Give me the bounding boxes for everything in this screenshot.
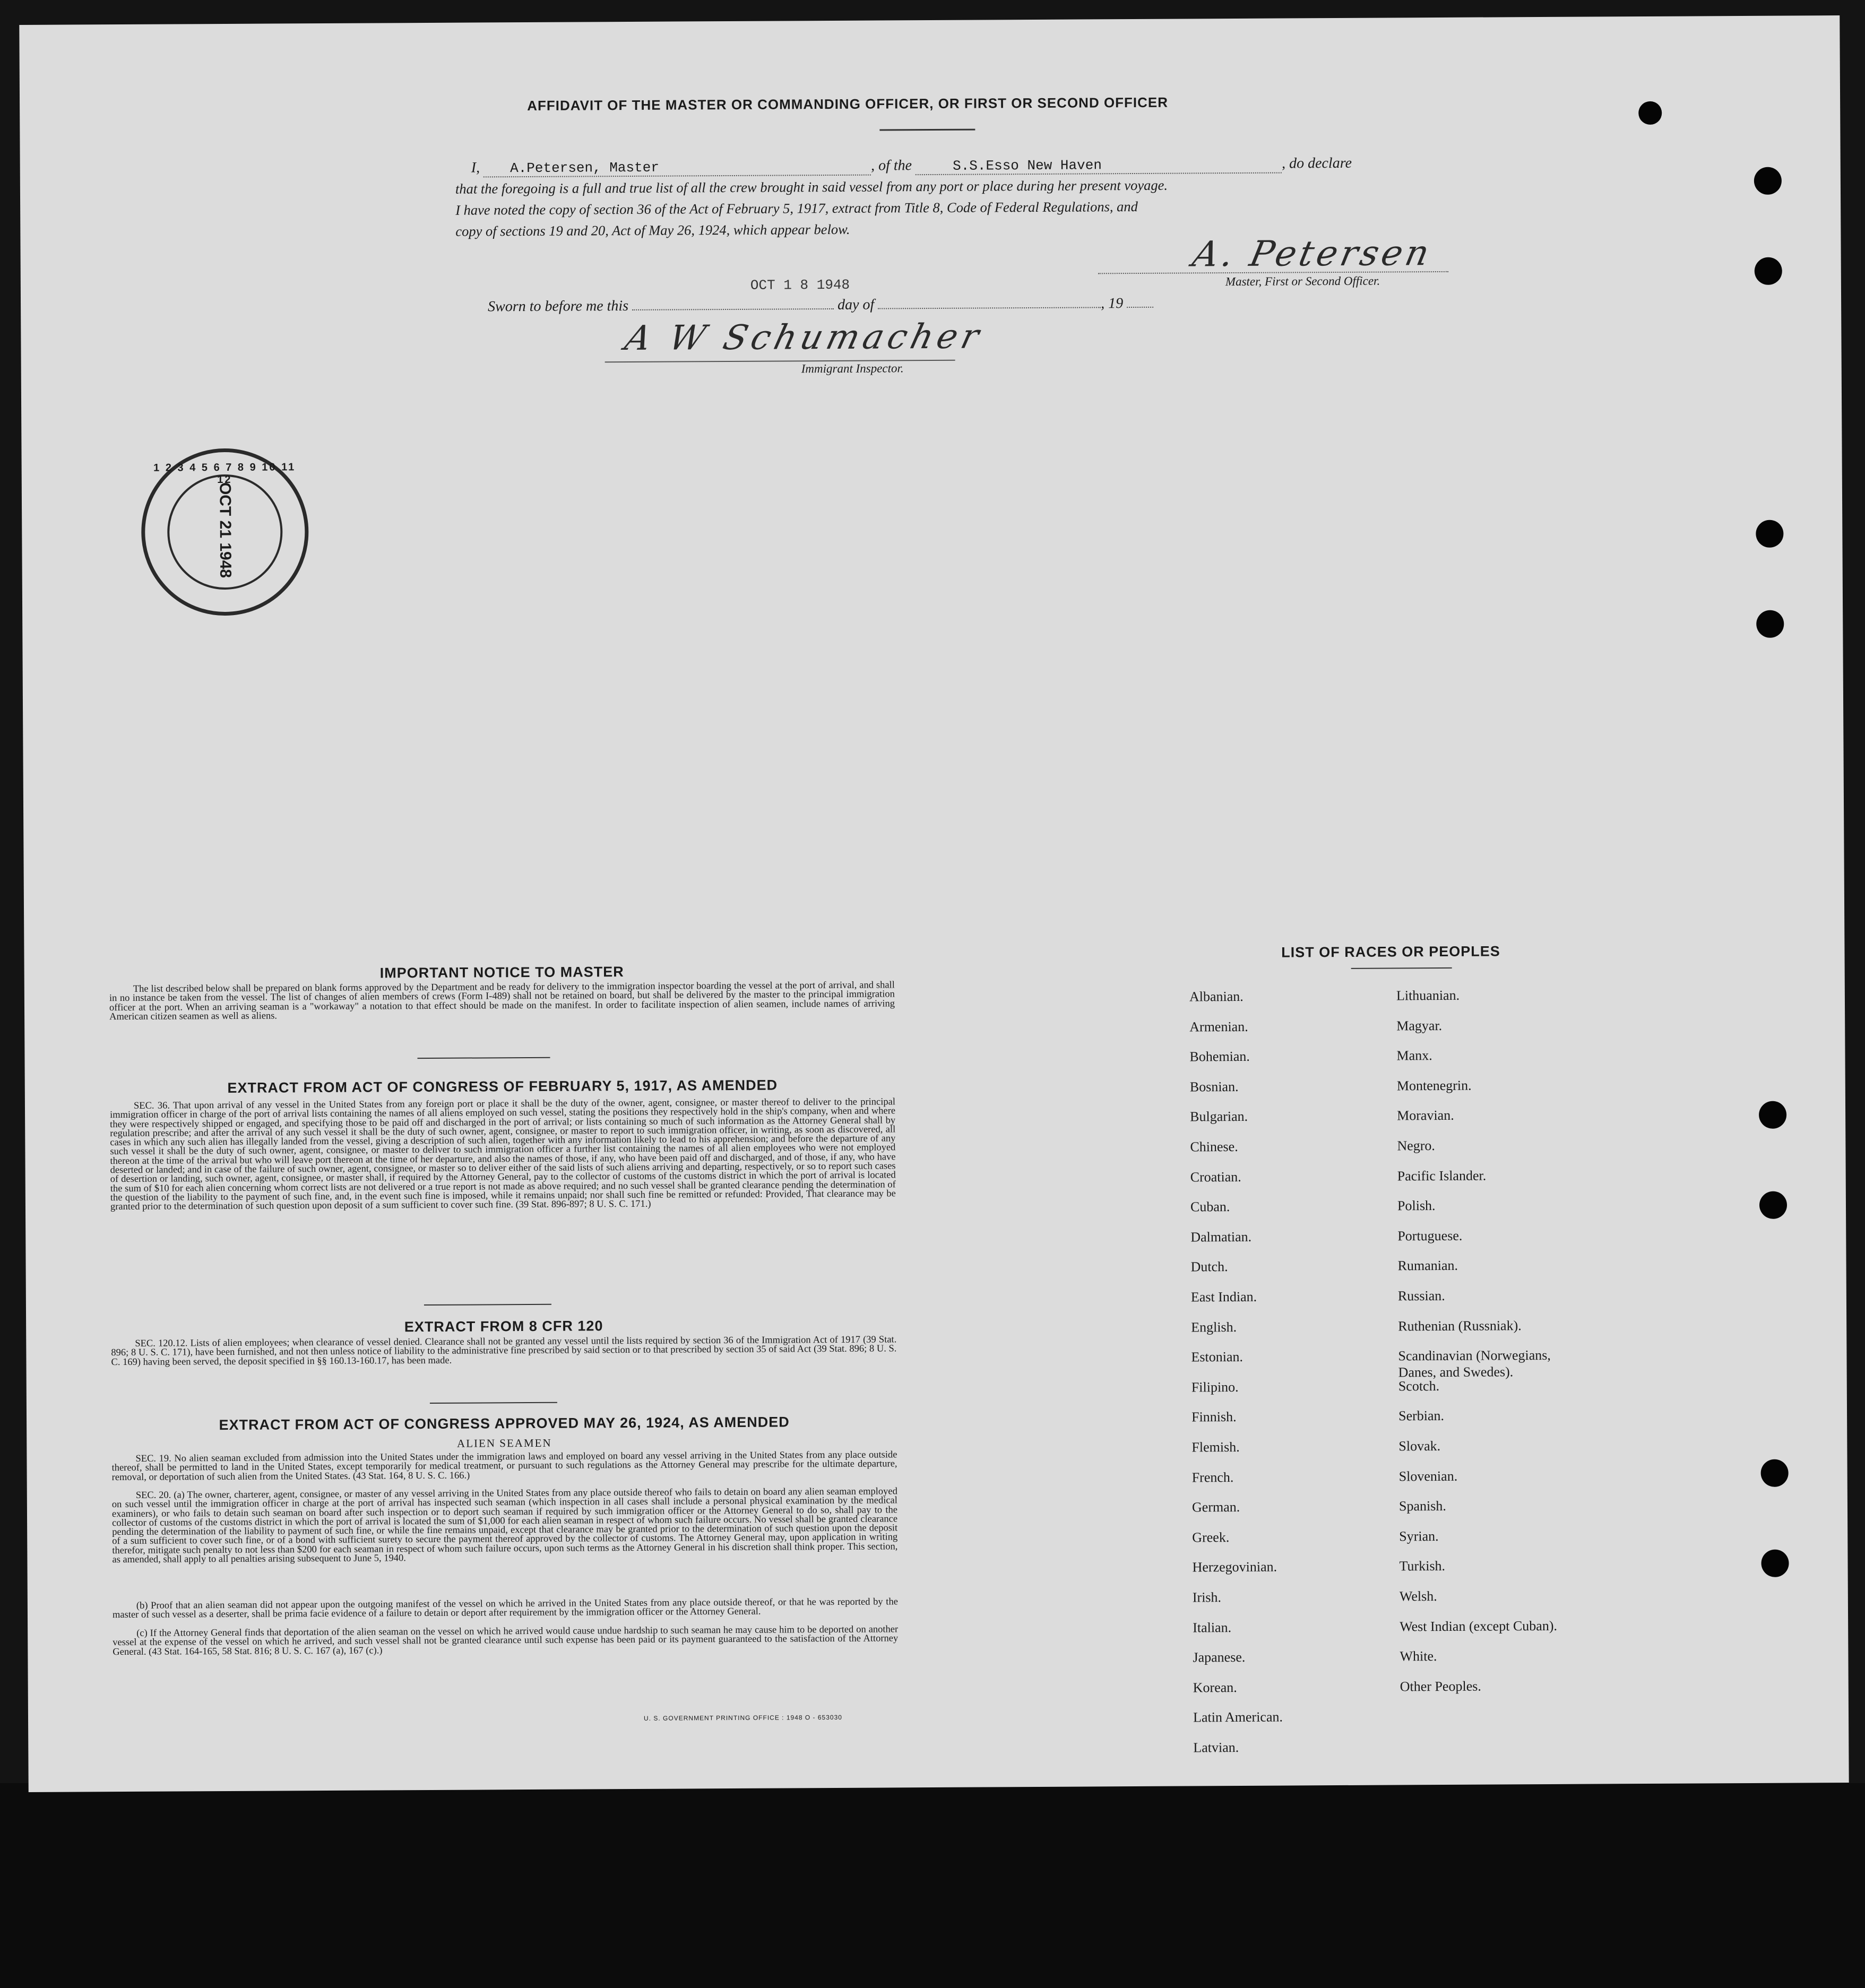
vessel-name-field (916, 155, 1282, 176)
extract-1924-sec20a: SEC. 20. (a) The owner, charterer, agent, consignee, or master of any vessel arriving in the United States from any place outside thereof who fails to detain on board any alien seaman employed on such vessel until the immigration officer in charge at the port of arrival has inspected such seaman (which inspection in all cases shall include a personal physical examination by the medical examiners), or who fails to detain such seaman on board after such inspection or to deport such seaman if required by such immigration officer or the Attorney General to do so, shall pay to the collector of customs of the customs district in which the port of arrival is located the sum of $1,000 for each alien seaman in respect of whom such failure occurs. No vessel shall be granted clearance pending the determination of the liability to payment of such fine, or while the fine remains unpaid, except that clearance may be granted prior to the determination of such question upon the deposit of a sum sufficient to cover such fine, or of a bond with sufficient surety to secure the payment thereof approved by the collector of customs. The Attorney General may, upon application in writing therefor, mitigate such penalty to not less than $200 for each seaman in respect of whom such failure occurs, upon such terms as the Attorney General in his discretion shall think proper. This section, as amended, shall apply to all penalties arising subsequent to June 5, 1940. (111, 1486, 898, 1566)
race-item: Croatian. (1190, 1169, 1241, 1185)
printer-imprint: U. S. GOVERNMENT PRINTING OFFICE : 1948 O - 653030 (643, 1713, 842, 1722)
vessel-name: S.S.Esso New Haven (952, 157, 1102, 174)
sworn-year-field (1127, 307, 1153, 308)
race-item: Other Peoples. (1400, 1678, 1481, 1695)
race-item: Dalmatian. (1190, 1229, 1252, 1245)
races-title: LIST OF RACES OR PEOPLES (1281, 943, 1500, 961)
race-item: Montenegrin. (1396, 1077, 1472, 1094)
declaration-line-0 (471, 154, 1458, 178)
race-item: Italian. (1193, 1619, 1232, 1636)
officer-signature: A. Petersen (1189, 232, 1436, 275)
extract-1917-divider (424, 1304, 551, 1306)
title-divider (879, 129, 975, 131)
race-item: English. (1191, 1319, 1237, 1335)
extract-1924-title: EXTRACT FROM ACT OF CONGRESS APPROVED MAY 26, 1924, AS AMENDED (219, 1414, 790, 1433)
race-item: Pacific Islander. (1397, 1168, 1487, 1184)
officer-caption: Master, First or Second Officer. (1225, 274, 1380, 289)
punch-hole (1756, 520, 1783, 548)
race-item: Japanese. (1193, 1649, 1246, 1665)
extract-1924-sec20b: (b) Proof that an alien seaman did not appear upon the outgoing manifest of the vessel on which he arrived in the United States from any place outside thereof, or that he was reported by the master of such vessel as a deserter, shall be prima facie evidence of a failure to detain or deport after requirement by the immigration officer or the Attorney General. (112, 1596, 898, 1621)
race-item: Finnish. (1191, 1409, 1237, 1425)
race-item: Albanian. (1189, 988, 1244, 1005)
race-item: Slovenian. (1398, 1468, 1458, 1484)
inspector-caption: Immigrant Inspector. (801, 361, 904, 376)
document-page (19, 15, 1849, 1792)
race-item: Syrian. (1399, 1528, 1439, 1544)
race-item: Spanish. (1398, 1498, 1446, 1514)
notice-divider (418, 1057, 550, 1059)
year-prefix: , 19 (1101, 295, 1124, 312)
sworn-prefix: Sworn to before me this (488, 298, 629, 315)
race-item: Cuban. (1190, 1199, 1230, 1215)
race-item: Danes, and Swedes). (1398, 1364, 1514, 1380)
race-item: Polish. (1397, 1198, 1436, 1214)
race-item: Rumanian. (1397, 1258, 1458, 1274)
scanner-background (0, 1783, 1865, 1988)
punch-hole (1759, 1191, 1787, 1219)
notice-title: IMPORTANT NOTICE TO MASTER (379, 964, 624, 981)
extract-1917-title: EXTRACT FROM ACT OF CONGRESS OF FEBRUARY 5, 1917, AS AMENDED (227, 1077, 778, 1096)
sworn-month-field (878, 307, 1101, 309)
races-right-column (19, 15, 1840, 25)
race-item: Scotch. (1398, 1378, 1440, 1394)
race-item: Ruthenian (Russniak). (1398, 1317, 1522, 1334)
race-item: Latin American. (1193, 1709, 1283, 1725)
round-date-stamp (141, 448, 309, 616)
extract-1917-body: SEC. 36. That upon arrival of any vessel in the United States from any foreign port or place it shall be the duty of the owner, agent, consignee, or master thereof to deliver to the principal immigration officer in charge of the port of arrival lists containing the names of all aliens employed on such vessel, stating the positions they respectively hold in the ship's company, when and where they were respectively shipped or engaged, and specifying those to be paid off and discharged in the port of arrival; or lists containing so much of such information as the Attorney General shall by regulation prescribe; and after the arrival of any such vessel it shall be the duty of such owner, agent, consignee, or master to report to such immigration officer, in writing, as soon as discovered, all cases in which any such alien has illegally landed from the vessel, giving a description of such alien, together with any information likely to lead to his apprehension; and before the departure of any such vessel it shall be the duty of such owner, agent, consignee, or master to deliver to such immigration officer a further list containing the names of all alien employees who were not employed thereon at the time of the arrival but who will leave port thereon at the time of her departure, and also the names of those, if any, who have been paid off and discharged, and of those, if any, who have deserted or landed; and in case of the failure of such owner, agent, consignee, or master so to deliver either of the said lists of such aliens arriving and departing, respectively, or so to report such cases of desertion or landing, such owner, agent, consignee, or master shall, if required by the Attorney General, pay to the collector of customs of the customs district in which the port of arrival is located the sum of $10 for each alien concerning whom correct lists are not delivered or a true report is not made as above required; and no such vessel shall be granted clearance pending the determination of the question of the liability to the payment of such fine, and, in the event such fine is imposed, while it remains unpaid; nor shall such fine be remitted or refunded: Provided, That clearance may be granted prior to the determination of such question upon deposit of a sum sufficient to cover such fine. (39 Stat. 896-897; 8 U. S. C. 171.) (110, 1096, 896, 1213)
race-item: Turkish. (1399, 1558, 1446, 1574)
race-item: French. (1191, 1469, 1234, 1485)
race-item: Bulgarian. (1190, 1109, 1248, 1125)
of-the-label: , of the (870, 157, 912, 174)
extract-cfr-divider (430, 1402, 557, 1404)
race-item: Portuguese. (1397, 1228, 1463, 1244)
race-item: Bosnian. (1189, 1078, 1239, 1095)
extract-cfr-title: EXTRACT FROM 8 CFR 120 (404, 1318, 603, 1335)
extract-1924-subtitle: ALIEN SEAMEN (456, 1436, 552, 1450)
race-item: Scandinavian (Norwegians, (1398, 1347, 1551, 1364)
sworn-day-field (632, 308, 834, 310)
race-item: Serbian. (1398, 1408, 1445, 1424)
race-item: Bohemian. (1189, 1049, 1250, 1065)
race-item: Negro. (1397, 1138, 1435, 1154)
declaration-line-3: copy of sections 19 and 20, Act of May 26, 1924, which appear below. (455, 221, 850, 239)
race-item: White. (1400, 1648, 1437, 1664)
race-item: Armenian. (1189, 1018, 1248, 1035)
race-item: Magyar. (1396, 1017, 1443, 1034)
declaration-line-1: that the foregoing is a full and true list of all the crew brought in said vessel from any port or place during her present voyage. (455, 177, 1168, 197)
race-item: Slovak. (1398, 1438, 1441, 1454)
punch-hole (1756, 610, 1784, 638)
inspector-signature: A W Schumacher (621, 317, 987, 359)
race-item: West Indian (except Cuban). (1400, 1618, 1558, 1635)
race-item: Korean. (1193, 1679, 1237, 1696)
race-item: Latvian. (1193, 1740, 1239, 1756)
punch-hole (1754, 167, 1782, 195)
extract-1924-sec19: SEC. 19. No alien seaman excluded from admission into the United States under the immigration laws and employed on board any vessel arriving in the United States from any place outside thereof, shall be permitted to land in the United States, except temporarily for medical treatment, or pursuant to such regulations as the Attorney General may prescribe for the ultimate departure, removal, or deportation of such alien from the United States. (43 Stat. 164, 8 U. S. C. 166.) (111, 1449, 897, 1483)
notice-body: The list described below shall be prepared on blank forms approved by the Department and be ready for delivery to the immigration inspector boarding the vessel at the port of arrival, and shall in no instance be taken from the vessel. The list of changes of alien members of crews (Form I-489) shall not be retained on board, but shall be delivered by the master to the principal immigration officer at the port. When an arriving seaman is a "workaway" a notation to that effect should be made on the manifest. In order to facilitate inspection of alien seamen, include names of arriving American citizen seamen as well as aliens. (109, 980, 895, 1023)
master-name-field (483, 158, 871, 178)
race-item: East Indian. (1190, 1289, 1257, 1305)
race-item: Lithuanian. (1396, 987, 1460, 1004)
master-name: A.Petersen, Master (510, 159, 659, 177)
race-item: Estonian. (1191, 1349, 1244, 1365)
race-item: Filipino. (1191, 1379, 1239, 1395)
race-item: Herzegovinian. (1192, 1559, 1277, 1575)
extract-1924-sec20c: (c) If the Attorney General finds that deportation of the alien seaman on the vessel on which he arrived would cause undue hardship to such seaman he may cause him to be deported on another vessel at the expense of the vessel on which he arrived, and such vessel shall not be granted clearance until such expense has been paid or its payment guaranteed to the satisfaction of the Attorney General. (43 Stat. 164-165, 58 Stat. 816; 8 U. S. C. 167 (a), 167 (c).) (113, 1624, 899, 1657)
do-declare-label: , do declare (1281, 154, 1352, 172)
declaration-line-2: I have noted the copy of section 36 of the Act of February 5, 1917, extract from Title 8, Code of Federal Regulations, and (455, 198, 1138, 218)
pronoun: I, (471, 159, 480, 176)
race-item: Moravian. (1397, 1108, 1454, 1123)
stamp-ring-hours: 1 2 3 4 5 6 7 8 9 10 11 12 (153, 461, 296, 486)
race-item: Dutch. (1190, 1259, 1228, 1275)
races-left-column (19, 15, 1840, 25)
stamp-date: OCT 21 1948 (216, 482, 235, 578)
race-item: Chinese. (1190, 1139, 1238, 1155)
extract-cfr-body: SEC. 120.12. Lists of alien employees; when clearance of vessel denied. Clearance shall not be granted any vessel until the lists required by section 36 of the Immigration Act of 1917 (39 Stat. 896; 8 U. S. C. 171), have been furnished, and not then unless notice of liability to the administrative fine prescribed by said section or to that prescribed by section 35 of said Act (39 Stat. 896; 8 U. S. C. 169) having been served, the deposit specified in §§ 160.13-160.17, has been made. (111, 1334, 897, 1368)
sworn-line (488, 295, 1153, 316)
punch-hole (1755, 257, 1782, 285)
affidavit-title: AFFIDAVIT OF THE MASTER OR COMMANDING OFFICER, OR FIRST OR SECOND OFFICER (527, 94, 1169, 114)
race-item: Manx. (1396, 1048, 1432, 1064)
races-divider (1351, 967, 1452, 969)
race-item: Flemish. (1191, 1439, 1240, 1455)
punch-hole (1638, 101, 1662, 125)
race-item: Russian. (1397, 1287, 1445, 1304)
punch-hole (1761, 1550, 1789, 1577)
punch-hole (1759, 1101, 1786, 1129)
race-item: German. (1191, 1499, 1240, 1515)
date-stamp: OCT 1 8 1948 (750, 276, 850, 293)
race-item: Greek. (1192, 1529, 1230, 1545)
punch-hole (1761, 1459, 1789, 1487)
race-item: Welsh. (1399, 1588, 1437, 1604)
day-of-label: day of (837, 296, 875, 313)
race-item: Irish. (1192, 1589, 1222, 1605)
